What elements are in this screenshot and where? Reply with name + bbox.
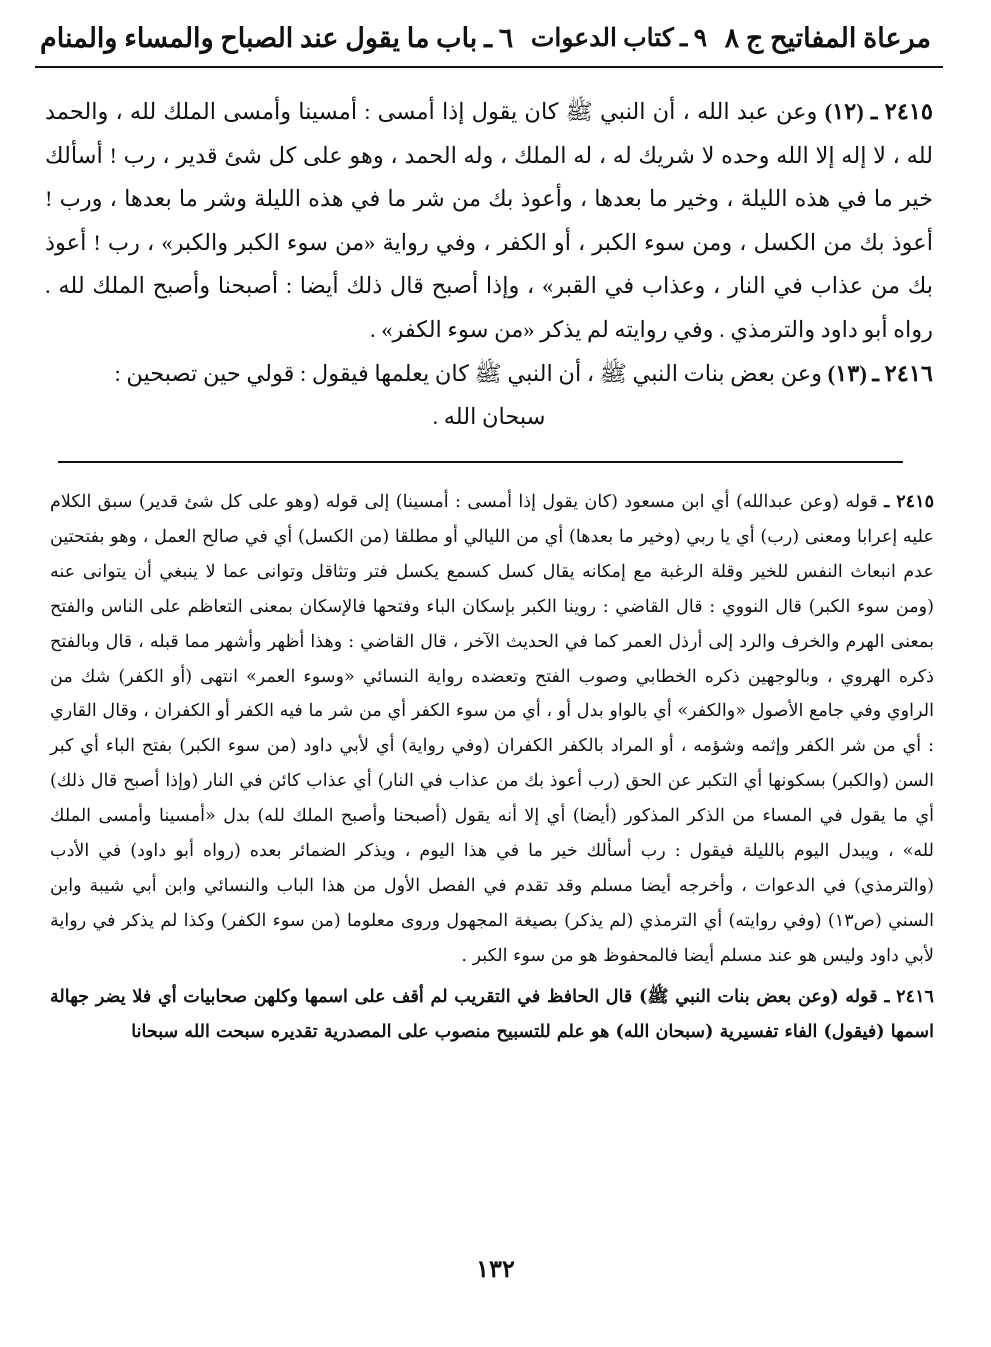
section-title: ٦ ـ باب ما يقول عند الصباح والمساء والمنام — [40, 22, 514, 53]
hadith-number: ٢٤١٦ ـ (١٣) — [827, 360, 933, 386]
chapter-title: ٩ ـ كتاب الدعوات — [530, 25, 707, 52]
hadith-2416-ending: سبحان الله . — [432, 404, 546, 430]
hadith-2416 — [45, 352, 933, 396]
hadith-number: ٢٤١٥ ـ (١٢) — [824, 99, 933, 124]
commentary-text: قوله (وعن بعض بنات النبي ﷺ) قال الحافظ في التقريب لم أقف على اسمها وكلهن صحابيات أي فلا يضر جهالة اسمها (فيقول) الفاء تفسيرية (سبحان الله) هو علم للتسبيح منصوب على المصدرية تقديره سبحت الله سبحانا — [50, 985, 934, 1042]
commentary-divider — [58, 461, 903, 463]
commentary-2415 — [50, 485, 934, 974]
hadith-block — [45, 90, 933, 439]
hadith-2415 — [45, 90, 933, 352]
commentary-text: قوله (وعن عبدالله) أي ابن مسعود (كان يقول إذا أمسى : أمسينا) إلى قوله (وهو على كل شئ قدير) سبق الكلام عليه إعرابا ومعنى (رب) أي يا ربي (وخير ما بعدها) أي من الليالي أو مطلقا (من الكسل) أي في صالح العمل ، وهو بفتحتين عدم انبعاث النفس للخير وقلة الرغبة مع إمكانه يقال كسل كسمع يكسل فتر وتثاقل وتوانى عما لا ينبغي أن يتوانى عنه (ومن سوء الكبر) قال النووي : قال القاضي : روينا الكبر بإسكان الباء وفتحها فالإسكان بمعنى التعاظم على الناس والفتح بمعنى الهرم والخرف والرد إلى أرذل العمر كما في الحديث الآخر ، قال القاضي : وهذا أظهر وأشهر مما قبله ، قال وبالفتح ذكره الهروي ، وبالوجهين ذكره الخطابي وصوب الفتح وتعضده رواية النسائي «وسوء العمر» انتهى (أو الكفر) شك من الراوي وفي جامع الأصول «والكفر» أي بالواو بدل أو ، أي من سوء الكفر أي من شر ما فيه الكفر أو الكفران ، وقال القاري : أي من شر الكفر وإثمه وشؤمه ، أو المراد بالكفر الكفران (وفي رواية) أي لأبي داود (من سوء الكبر) بفتح الباء أي كبر السن (والكبر) بسكونها أي التكبر عن الحق (رب أعوذ بك من عذاب في النار) أي عذاب كائن في النار (وإذا أصبح قال ذلك) أي ما يقول في المساء من الذكر المذكور (أيضا) أي إلا أنه يقول (أصبحنا وأصبح الملك لله) بدل «أمسينا وأمسى الملك لله» ، ويبدل اليوم بالليلة فيقول : رب أسألك خير ما في هذا اليوم ، ويذكر الضمائر بعده (رواه أبو داود) في الأدب (والترمذي) في الدعوات ، وأخرجه أيضا مسلم وقد تقدم في الفصل الأول من هذا الباب والنسائي وابن أبي شيبة وابن السني (ص١٣) (وفي روايته) أي الترمذي (لم يذكر) بصيغة المجهول وروى معلوما (من سوء الكفر) وكذا لم يذكر في رواية لأبي داود وليس هو عند مسلم أيضا فالمحفوظ هو من سوء الكبر . — [50, 492, 934, 966]
commentary-number: ٢٤١٦ ـ — [884, 985, 934, 1007]
running-header — [40, 18, 931, 58]
page-number: ١٣٢ — [476, 1257, 515, 1283]
book-title: مرعاة المفاتيح ج ٨ — [724, 22, 931, 53]
commentary-number: ٢٤١٥ ـ — [884, 491, 935, 512]
commentary-2416 — [50, 980, 934, 1050]
hadith-text: وعن عبد الله ، أن النبي ﷺ كان يقول إذا أمسى : أمسينا وأمسى الملك لله ، والحمد لله ، لا إله إلا الله وحده لا شريك له ، له الملك ، وله الحمد ، وهو على كل شئ قدير ، رب ! أسألك خير ما في هذه الليلة ، وخير ما بعدها ، وأعوذ بك من شر ما في هذه الليلة وشر ما بعدها ، ورب ! أعوذ بك من الكسل ، ومن سوء الكبر ، أو الكفر ، وفي رواية «من سوء الكبر والكبر» ، رب ! أعوذ بك من عذاب في النار ، وعذاب في القبر» ، وإذا أصبح قال ذلك أيضا : أصبحنا وأصبح الملك لله . رواه أبو داود والترمذي . وفي روايته لم يذكر «من سوء الكفر» . — [45, 99, 934, 342]
hadith-text: وعن بعض بنات النبي ﷺ ، أن النبي ﷺ كان يعلمها فيقول : قولي حين تصبحين : — [114, 360, 823, 386]
commentary-block — [50, 485, 934, 1050]
header-divider — [35, 66, 943, 68]
